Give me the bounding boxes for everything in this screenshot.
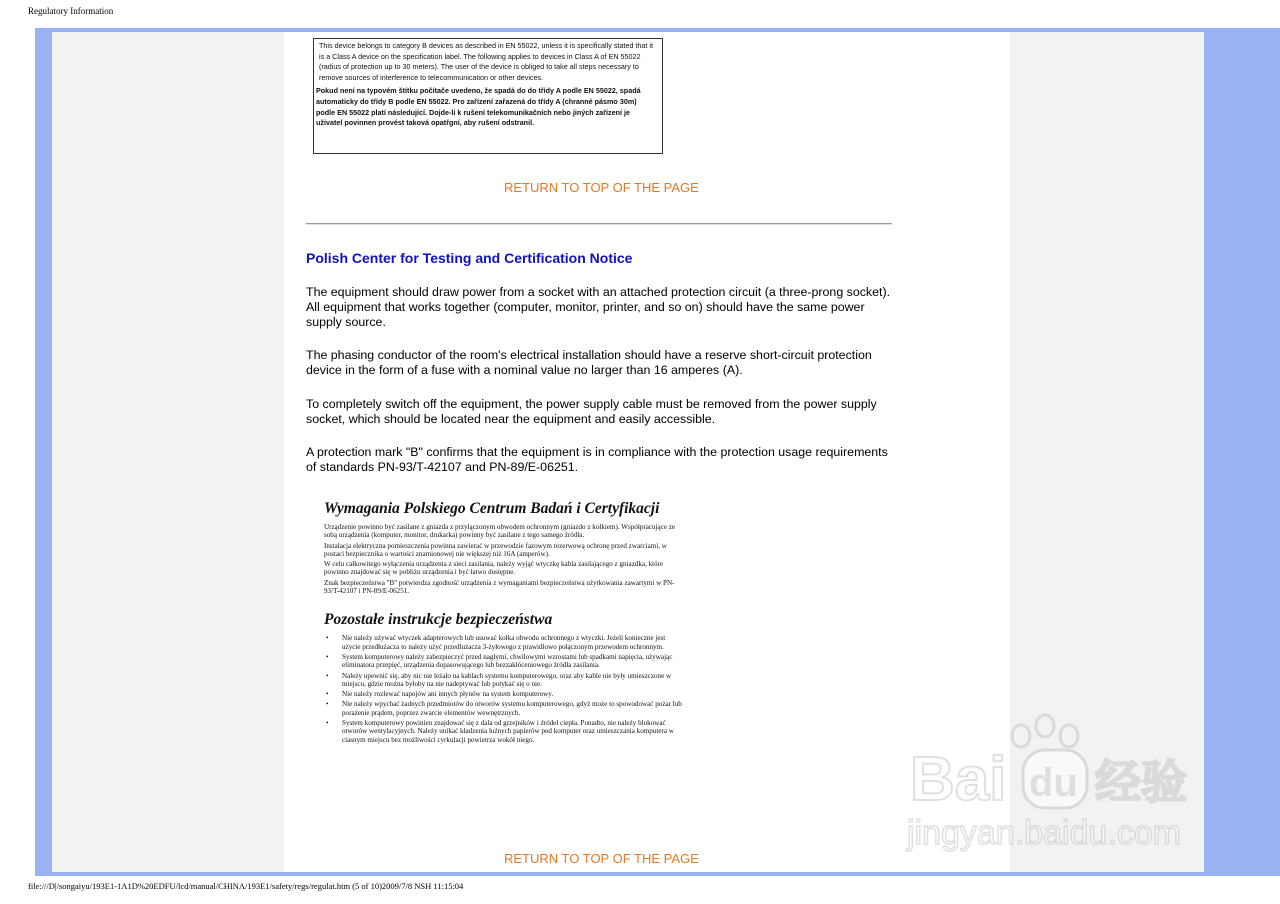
page-header-title: Regulatory Information	[28, 6, 114, 16]
return-to-top-link-bottom[interactable]: RETURN TO TOP OF THE PAGE	[504, 851, 699, 866]
scan-paragraph: W celu całkowitego wyłączenia urządzenia z sieci zasilania, należy wyjąć wtyczkę kabla zasilającego z gniazdka, które powinno znajdować się w pobliżu urządzenia i być łatwo dostępne.	[324, 560, 664, 577]
notice-english-text: This device belongs to category B devices as described in EN 55022, unless it is specifically stated that it is a Class A device on the specification label. The following applies to devices in Class A of EN 55022 (radius of protection up to 30 meters). The user of the device is obliged to take all steps necessary to remove sources of interference to telecommunication or other devices.	[319, 41, 653, 82]
scan-subtitle: Pozostałe instrukcje bezpieczeństwa	[324, 611, 553, 629]
watermark-url: jingyan.baidu.com	[907, 814, 1182, 852]
scan-title: Wymagania Polskiego Centrum Badań i Certyfikacji	[324, 500, 660, 517]
section-divider	[306, 223, 892, 225]
scan-bullet-list	[320, 634, 682, 744]
en55022-notice-image	[313, 38, 663, 154]
baidu-jingyan-watermark	[905, 712, 1205, 862]
notice-czech-text: Pokud není na typovém štítku počítače uvedeno, že spadá do do třídy A podle EN 55022, spadá automaticky do třídy B podle EN 55022. Pro zařízení zařazená do třídy A (chranné pásmo 30m) podle EN 55022 platí následující. Dojde-li k rušení telekomunikačních nebo jiných zařízení je uživatel povinnen provést taková opatřgní, aby rušení odstranil.	[316, 86, 641, 128]
scan-bullet: • System komputerowy powinien znajdować się z dala od grzejników i źródeł ciepła. Ponadto, nie należy blokować otworów wentylacyjnych. Należy unikać kładzenia luźnych papierów pod komputer oraz umieszczania komputera w ciasnym miejscu bez możliwości cyrkulacji powietrza wokół niego.	[342, 719, 682, 744]
return-to-top-link[interactable]: RETURN TO TOP OF THE PAGE	[504, 180, 699, 195]
scan-bullet: • System komputerowy należy zabezpieczyć przed nagłymi, chwilowymi wzrostami lub spadkami napięcia, używając eliminatora przepięć, urządzenia dopasowującego lub bezzakłóceniowego źródła zasilania.	[342, 653, 682, 670]
scan-bullet: • Nie należy używać wtyczek adapterowych lub usuwać kołka obwodu ochronnego z wtyczki. Jeżeli konieczne jest użycie przedłużacza to należy użyć przedłużacza 3-żyłowego z prawidłowo połączonym przewodem ochronnym.	[342, 634, 682, 651]
paragraph: The equipment should draw power from a socket with an attached protection circuit (a three-prong socket). All equipment that works together (computer, monitor, printer, and so on) should have the same power supply source.	[306, 285, 891, 330]
left-margin-panel	[52, 32, 284, 872]
watermark-bai: Bai	[910, 745, 1007, 814]
paragraph: To completely switch off the equipment, the power supply cable must be removed from the power supply socket, which should be located near the equipment and easily accessible.	[306, 397, 877, 427]
scan-bullet: • Nie należy rozlewać napojów ani innych płynów na system komputerowy.	[342, 690, 682, 698]
section-title: Polish Center for Testing and Certification Notice	[306, 250, 633, 266]
scan-paragraph: Instalacja elektryczna pomieszczenia powinna zawierać w przewodzie fazowym rezerwową ochronę przed zwarciami, w postaci bezpiecznika o wartości znamionowej nie większej niż 16A (amperów).	[324, 541, 667, 558]
scan-bullet: • Nie należy wpychać żadnych przedmiotów do otworów systemu komputerowego, gdyż może to spowodować pożar lub porażenie prądem, poprzez zwarcie elementów wewnętrznych.	[342, 700, 682, 717]
scan-paragraph: Urządzenie powinno być zasilane z gniazda z przyłączonym obwodem ochronnym (gniazdo z kołkiem). Współpracujące ze sobą urządzenia (komputer, monitor, drukarka) powinny być zasilane z tego samego źródła.	[324, 523, 676, 540]
paragraph: The phasing conductor of the room's electrical installation should have a reserve short-circuit protection device in the form of a fuse with a nominal value no larger than 16 amperes (A).	[306, 348, 872, 378]
page-footer-path: file:///D|/songaiyu/193E1-1A1D%20EDFU/lcd/manual/CHINA/193E1/safety/regs/regulat.htm (5 of 10)2009/7/8 NSH 11:15:04	[28, 881, 464, 891]
scan-bullet: • Należy upewnić się, aby nic nie leżało na kablach systemu komputerowego, oraz aby kable nie były umieszczone w miejscu, gdzie można byłoby na nie nadeptywać lub potykać się o nie.	[342, 672, 682, 689]
watermark-du: du	[1029, 761, 1078, 805]
polish-requirements-image	[320, 500, 682, 820]
scan-paragraph: Znak bezpieczeństwa "B" potwierdza zgodność urządzenia z wymaganiami bezpieczeństwa użytkowania zawartymi w PN-93/T-42107 i PN-89/E-06251.	[324, 578, 675, 596]
paragraph: A protection mark "B" confirms that the equipment is in compliance with the protection usage requirements of standards PN-93/T-42107 and PN-89/E-06251.	[306, 445, 888, 475]
watermark-jingyan-cn: 经验	[1095, 755, 1187, 809]
